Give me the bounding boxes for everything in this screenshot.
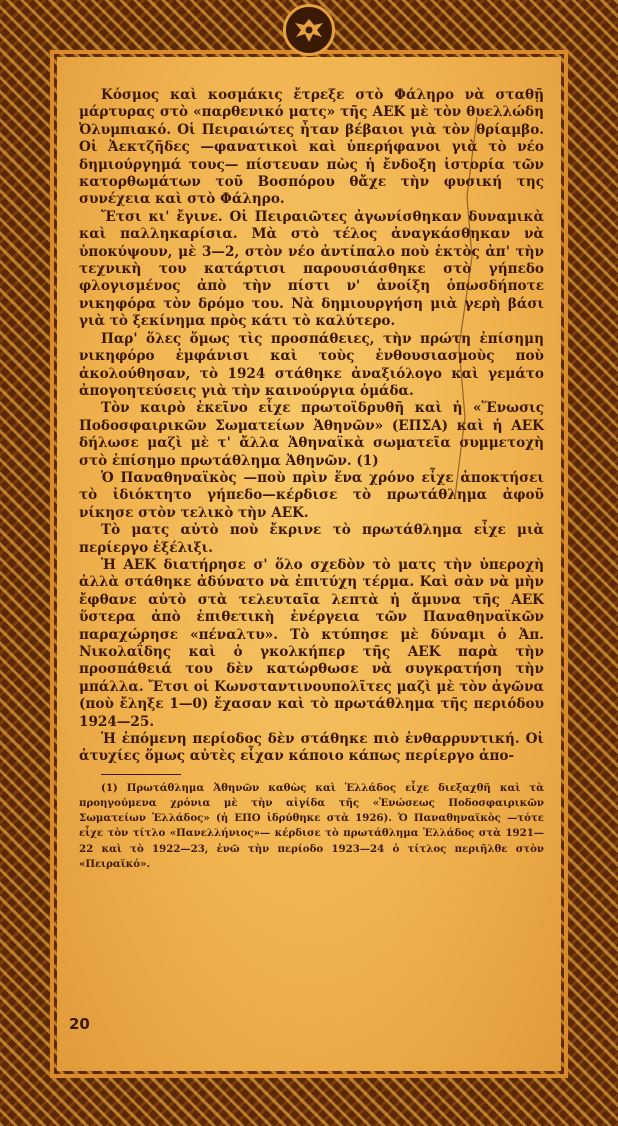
page-number: 20 [69, 1015, 90, 1033]
paragraph-5: Ὁ Παναθηναϊκὸς —ποὺ πρὶν ἕνα χρόνο εἶχε ἀποκτήσει τὸ ἰδιόκτητο γήπεδο—κέρδισε τὸ πρωτάθλημα ἀφοῦ νίκησε στὸν τελικὸ τὴν ΑΕΚ. [79, 469, 544, 521]
footnote: (1) Πρωτάθλημα Ἀθηνῶν καθὼς καὶ Ἑλλάδος εἶχε διεξαχθῆ καὶ τὰ προηγούμενα χρόνια μὲ τὴν αἰγίδα τῆς «Ἑνώσεως Ποδοσφαιρικῶν Σωματείων Ἑλλάδος» (ἡ ΕΠΟ ἱδρύθηκε στὰ 1926). Ὁ Παναθηναϊκὸς —τότε εἶχε τὸν τίτλο «Πανελλήνιος»— κέρδισε τὸ πρωτάθλημα Ἑλλάδος στὰ 1921—22 καὶ τὸ 1922—23, ἐνῶ τὴν περίοδο 1923—24 ὁ τίτλος περιῆλθε στὸν «Πειραϊκό». [79, 781, 544, 870]
paragraph-1: Κόσμος καὶ κοσμάκις ἔτρεξε στὸ Φάληρο νὰ σταθῇ μάρτυρας στὸ «παρθενικό ματς» τῆς ΑΕΚ μὲ τὸν θυελλώδη Ὀλυμπιακό. Οἱ Πειραιώτες ἦταν βέβαιοι γιὰ τὸν θρίαμβο. Οἱ Ἀεκτζῆδες —φανατικοὶ καὶ ὑπερήφανοι γιὰ τὸ νέο δημιούργημά τους— πίστευαν πὼς ἡ ἔνδοξη ἱστορία τῶν κατορθωμάτων τοῦ Βοσπόρου θἄχε τὴν φυσική της συνέχεια καὶ στὸ Φάληρο. [79, 87, 544, 208]
paragraph-4: Τὸν καιρὸ ἐκεῖνο εἶχε πρωτοϊδρυθῆ καὶ ἡ «Ἕνωσις Ποδοσφαιρικῶν Σωματείων Ἀθηνῶν» (ΕΠΣΑ) καὶ ἡ ΑΕΚ δήλωσε μαζὶ μὲ τ' ἄλλα Ἀθηναϊκὰ σωματεῖα συμμετοχὴ στὸ ἐπίσημο πρωτάθλημα Ἀθηνῶν. (1) [79, 400, 544, 469]
paper-crack-line [57, 57, 561, 1071]
crest-emblem-icon [283, 4, 335, 56]
paragraph-8: Ἡ ἑπόμενη περίοδος δὲν στάθηκε πιὸ ἐνθαρρυντική. Οἱ ἀτυχίες ὅμως αὐτὲς εἶχαν κάποιο κάπως περίεργο ἀπο- [79, 731, 544, 765]
paragraph-3: Παρ' ὅλες ὅμως τὶς προσπάθειες, τὴν πρώτη ἐπίσημη νικηφόρο ἐμφάνισι καὶ τοὺς ἐνθουσιασμοὺς ποὺ ἀκολούθησαν, τὸ 1924 στάθηκε ἀναξιόλογο καὶ γεμάτο ἀπογοητεύσεις γιὰ τὴν καινούργια ὁμάδα. [79, 330, 544, 399]
book-page [57, 57, 561, 1071]
paragraph-2: Ἔτσι κι' ἔγινε. Οἱ Πειραιῶτες ἀγωνίσθηκαν δυναμικὰ καὶ παλληκαρίσια. Μὰ στὸ τέλος ἀναγκάσθηκαν νὰ ὑποκύψουν, μὲ 3—2, στὸν νέο ἀντίπαλο ποὺ ἐκτὸς ἀπ' τὴν τεχνικὴ του κατάρτισι παρουσιάσθηκε στὸ γήπεδο φλογισμένος ἀπὸ τὴν πίστι ν' ἀνοίξη ὁπωσδήποτε νικηφόρα τὸν δρόμο του. Νὰ δημιουργήση μιὰ γερὴ βάσι γιὰ τὸ ξεκίνημα πρὸς κάτι τὸ καλύτερο. [79, 208, 544, 330]
paragraph-7: Ἡ ΑΕΚ διατήρησε σ' ὅλο σχεδὸν τὸ ματς τὴν ὑπεροχὴ ἀλλὰ στάθηκε ἀδύνατο νὰ ἐπιτύχη τέρμα. Καὶ σὰν νὰ μὴν ἔφθανε αὐτὸ στὰ τελευταῖα λεπτὰ ἡ ἄμυνα τῆς ΑΕΚ ὕστερα ἀπὸ ἐπιθετικὴ ἐνέργεια τῶν Παναθηναϊκῶν παραχώρησε «πέναλτυ». Τὸ κτύπησε μὲ δύναμι ὁ Ἀπ. Νικολαΐδης καὶ ὁ γκολκήπερ τῆς ΑΕΚ παρὰ τὴν προσπάθειά του δὲν κατώρθωσε νὰ συγκρατήση τὴν μπάλλα. Ἔτσι οἱ Κωνσταντινουπολῖτες μαζὶ μὲ τὸν ἀγῶνα (ποὺ ἔληξε 1—0) ἔχασαν καὶ τὸ πρωτάθλημα τῆς περιόδου 1924—25. [79, 556, 544, 730]
paragraph-6: Τὸ ματς αὐτὸ ποὺ ἔκρινε τὸ πρωτάθλημα εἶχε μιὰ περίεργο ἐξέλιξι. [79, 522, 544, 556]
